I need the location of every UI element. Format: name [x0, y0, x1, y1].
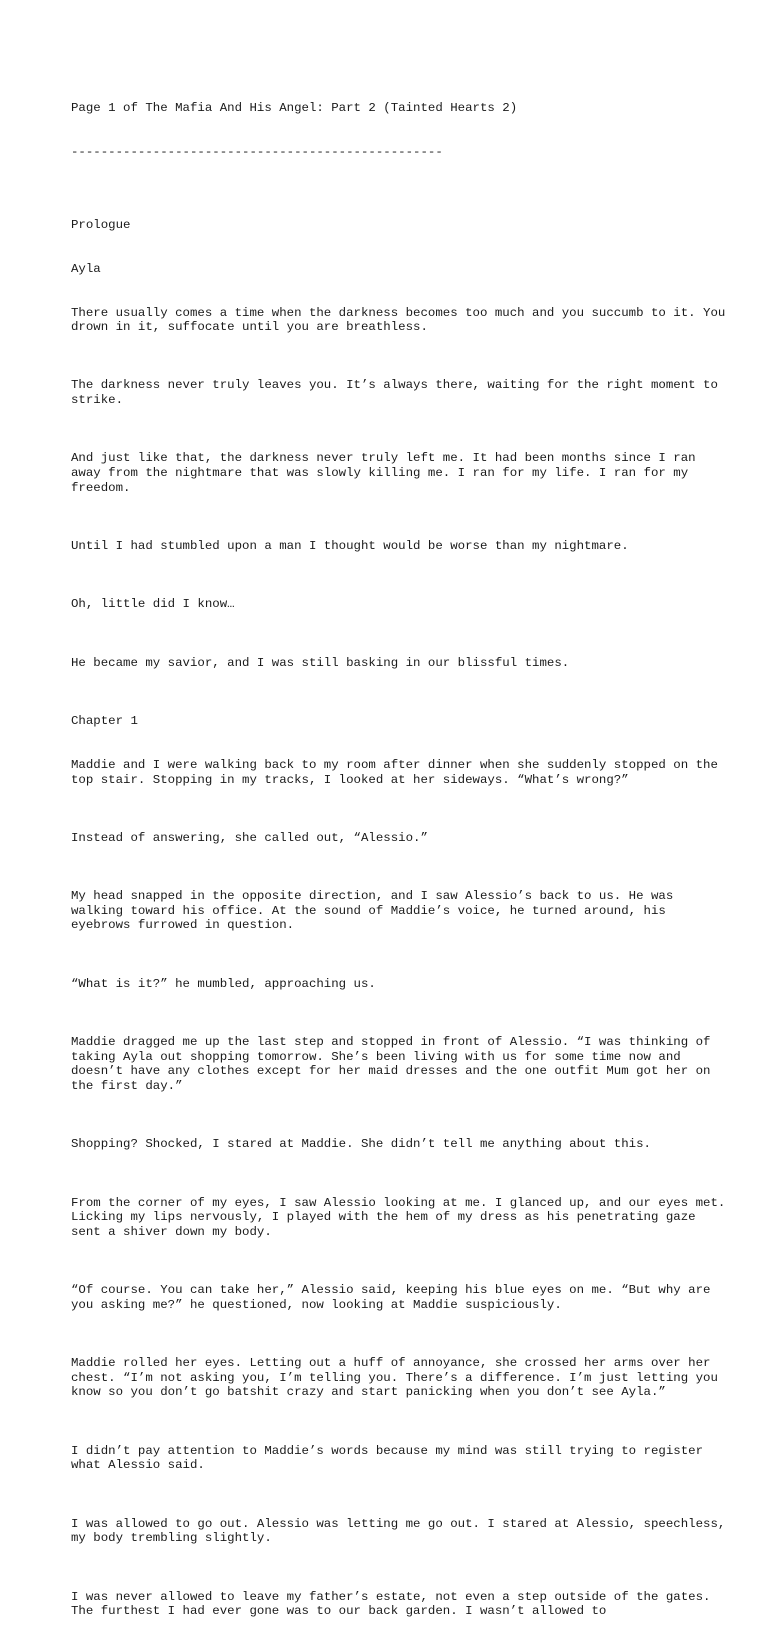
narrator-name: Ayla — [71, 261, 101, 276]
paragraph: Until I had stumbled upon a man I thought would be worse than my nightmare. — [71, 539, 629, 553]
paragraph: And just like that, the darkness never truly left me. It had been months since I ran away from the nightmare that was slowly killing me. I ran for my life. I ran for my freedom. — [71, 451, 704, 495]
paragraph: “What is it?” he mumbled, approaching us. — [71, 976, 376, 991]
paragraph: There usually comes a time when the darkness becomes too much and you succumb to it. You drown in it, suffocate until you are breathless. — [71, 305, 733, 335]
paragraph: Shopping? Shocked, I stared at Maddie. She didn’t tell me anything about this. — [71, 1137, 651, 1152]
paragraph: Instead of answering, she called out, “Alessio.” — [71, 830, 428, 845]
paragraph: “Of course. You can take her,” Alessio said, keeping his blue eyes on me. “But why are you asking me?” he questioned, now looking at Maddie suspiciously. — [71, 1283, 718, 1312]
paragraph: Oh, little did I know… — [71, 597, 235, 612]
prologue-heading: Prologue — [71, 217, 131, 232]
paragraph: I was never allowed to leave my father’s estate, not even a step outside of the gates. The furthest I had ever gone was to our back garden. I wasn’t allowed to — [71, 1589, 718, 1619]
paragraph: Maddie dragged me up the last step and stopped in front of Alessio. “I was thinking of taking Ayla out shopping tomorrow. She’s been living with us for some time now and doesn’t have any clothes except for her maid dresses and the one outfit Mum got her on the first day.” — [71, 1035, 718, 1093]
chapter-heading: Chapter 1 — [71, 714, 138, 729]
paragraph: I didn’t pay attention to Maddie’s words because my mind was still trying to register what Alessio said. — [71, 1443, 711, 1473]
page-title: Page 1 of The Mafia And His Angel: Part 2 (Tainted Hearts 2) — [71, 101, 518, 116]
paragraph: From the corner of my eyes, I saw Alessio looking at me. I glanced up, and our eyes met. Licking my lips nervously, I played with the hem of my dress as his penetrating gaze sent a shiver down my body. — [71, 1195, 733, 1239]
paragraph: I was allowed to go out. Alessio was letting me go out. I stared at Alessio, speechless, my body trembling slightly. — [71, 1516, 733, 1546]
paragraph: Maddie rolled her eyes. Letting out a huff of annoyance, she crossed her arms over her chest. “I’m not asking you, I’m telling you. There’s a difference. I’m just letting you know so you don’t go batshit crazy and start panicking when you don’t see Ayla.” — [71, 1356, 726, 1400]
document-page — [71, 72, 731, 1634]
paragraph: He became my savior, and I was still basking in our blissful times. — [71, 655, 570, 670]
title-rule: -------------------------------------------------- — [71, 144, 443, 159]
paragraph: Maddie and I were walking back to my room after dinner when she suddenly stopped on the top stair. Stopping in my tracks, I looked at her sideways. “What’s wrong?” — [71, 757, 726, 787]
paragraph: The darkness never truly leaves you. It’s always there, waiting for the right moment to strike. — [71, 378, 726, 408]
paragraph: My head snapped in the opposite direction, and I saw Alessio’s back to us. He was walking toward his office. At the sound of Maddie’s voice, he turned around, his eyebrows furrowed in question. — [71, 889, 681, 933]
